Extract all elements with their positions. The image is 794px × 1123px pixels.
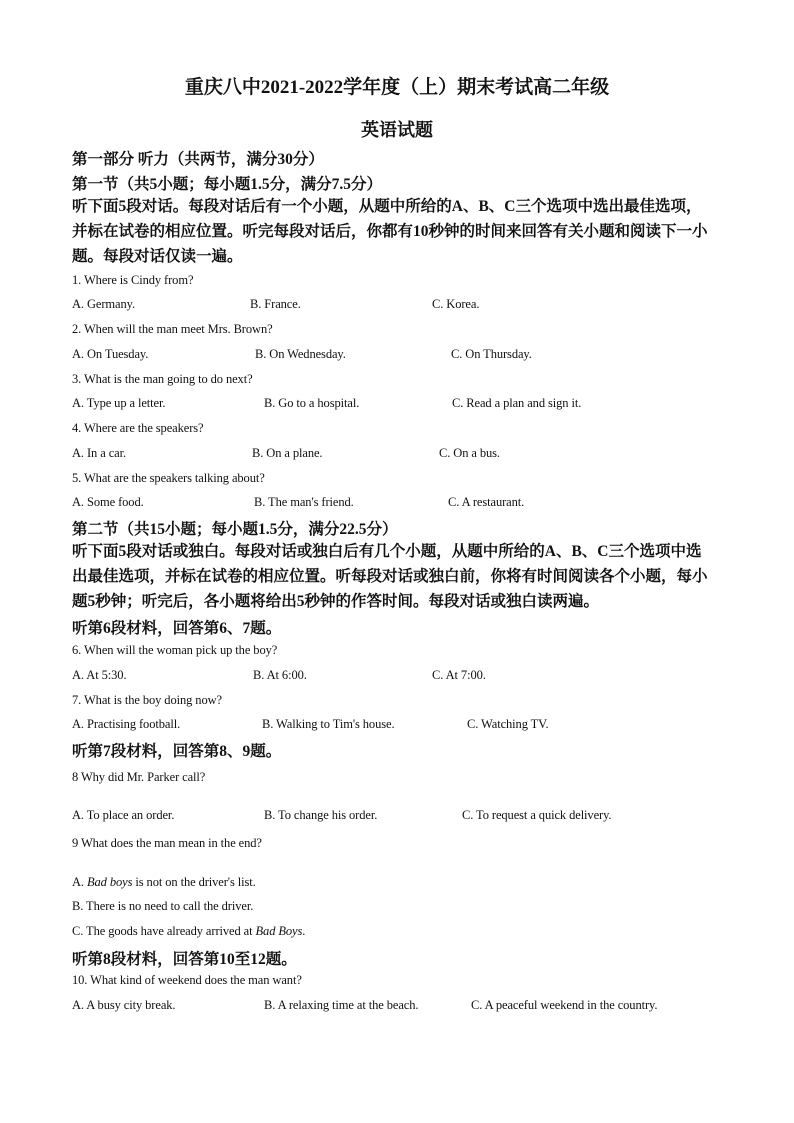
exam-subtitle: 英语试题 xyxy=(361,120,433,140)
q2-option-b[interactable]: B. On Wednesday. xyxy=(255,347,346,361)
q7-option-a[interactable]: A. Practising football. xyxy=(72,717,181,731)
material-6-heading: 听第6段材料，回答第6、7题。 xyxy=(72,620,282,637)
q9-option-a-rest: is not on the driver's list. xyxy=(132,875,256,889)
material-7-heading: 听第7段材料，回答第8、9题。 xyxy=(72,743,282,760)
q10-option-c[interactable]: C. A peaceful weekend in the country. xyxy=(471,998,658,1012)
q4-option-a[interactable]: A. In a car. xyxy=(72,446,126,460)
question-8: 8 Why did Mr. Parker call? xyxy=(72,770,206,784)
q1-option-c[interactable]: C. Korea. xyxy=(432,297,480,311)
q9-option-c-suffix: . xyxy=(302,924,306,938)
exam-title: 重庆八中2021-2022学年度（上）期末考试高二年级 xyxy=(184,77,610,98)
q5-option-c[interactable]: C. A restaurant. xyxy=(448,495,525,509)
q6-option-c[interactable]: C. At 7:00. xyxy=(432,668,486,682)
part1-heading: 第一部分 听力（共两节，满分30分） xyxy=(72,151,324,168)
q9-option-a-prefix: A. xyxy=(72,875,87,889)
question-10: 10. What kind of weekend does the man want? xyxy=(72,973,302,987)
section2-instructions: 听下面5段对话或独白。每段对话或独白后有几个小题，从题中所给的A、B、C三个选项中选出最佳选项，并标在试卷的相应位置。听每段对话或独白前，你将有时间阅读各个小题，每小题5秒钟；听完后，各小题将给出5秒钟的作答时间。每段对话或独白读两遍。 xyxy=(72,543,708,610)
q10-option-b[interactable]: B. A relaxing time at the beach. xyxy=(264,998,419,1012)
q5-option-b[interactable]: B. The man's friend. xyxy=(254,495,354,509)
material-8-heading: 听第8段材料，回答第10至12题。 xyxy=(72,951,297,968)
q9-option-c[interactable] xyxy=(72,924,305,939)
question-5: 5. What are the speakers talking about? xyxy=(72,471,265,485)
q9-option-a-italic: Bad boys xyxy=(86,875,133,889)
q10-option-a[interactable]: A. A busy city break. xyxy=(72,998,176,1012)
q2-option-c[interactable]: C. On Thursday. xyxy=(451,347,532,361)
section2-heading: 第二节（共15小题；每小题1.5分，满分22.5分） xyxy=(72,521,398,538)
section1-instructions: 听下面5段对话。每段对话后有一个小题，从题中所给的A、B、C三个选项中选出最佳选项，并标在试卷的相应位置。听完每段对话后，你都有10秒钟的时间来回答有关小题和阅读下一小题。每段对话仅读一遍。 xyxy=(72,198,708,265)
question-3: 3. What is the man going to do next? xyxy=(72,372,253,386)
question-7: 7. What is the boy doing now? xyxy=(72,693,222,707)
q6-option-b[interactable]: B. At 6:00. xyxy=(253,668,307,682)
q3-option-b[interactable]: B. Go to a hospital. xyxy=(264,396,360,410)
q1-option-a[interactable]: A. Germany. xyxy=(72,297,135,311)
q8-option-b[interactable]: B. To change his order. xyxy=(264,808,378,822)
q9-option-c-italic: Bad Boys xyxy=(255,924,303,938)
q8-option-a[interactable]: A. To place an order. xyxy=(72,808,175,822)
question-6: 6. When will the woman pick up the boy? xyxy=(72,643,278,657)
q8-option-c[interactable]: C. To request a quick delivery. xyxy=(462,808,612,822)
q9-option-b[interactable]: B. There is no need to call the driver. xyxy=(72,899,254,913)
q7-option-b[interactable]: B. Walking to Tim's house. xyxy=(262,717,395,731)
q9-option-a[interactable] xyxy=(72,875,256,890)
q2-option-a[interactable]: A. On Tuesday. xyxy=(72,347,149,361)
q9-option-c-prefix: C. The goods have already arrived at xyxy=(72,924,256,938)
question-1: 1. Where is Cindy from? xyxy=(72,273,194,287)
question-4: 4. Where are the speakers? xyxy=(72,421,204,435)
q4-option-c[interactable]: C. On a bus. xyxy=(439,446,500,460)
q5-option-a[interactable]: A. Some food. xyxy=(72,495,144,509)
question-2: 2. When will the man meet Mrs. Brown? xyxy=(72,322,273,336)
section1-heading: 第一节（共5小题；每小题1.5分，满分7.5分） xyxy=(72,176,383,193)
q3-option-c[interactable]: C. Read a plan and sign it. xyxy=(452,396,582,410)
q3-option-a[interactable]: A. Type up a letter. xyxy=(72,396,166,410)
question-9: 9 What does the man mean in the end? xyxy=(72,836,262,850)
q6-option-a[interactable]: A. At 5:30. xyxy=(72,668,127,682)
q1-option-b[interactable]: B. France. xyxy=(250,297,301,311)
q4-option-b[interactable]: B. On a plane. xyxy=(252,446,323,460)
q7-option-c[interactable]: C. Watching TV. xyxy=(467,717,549,731)
